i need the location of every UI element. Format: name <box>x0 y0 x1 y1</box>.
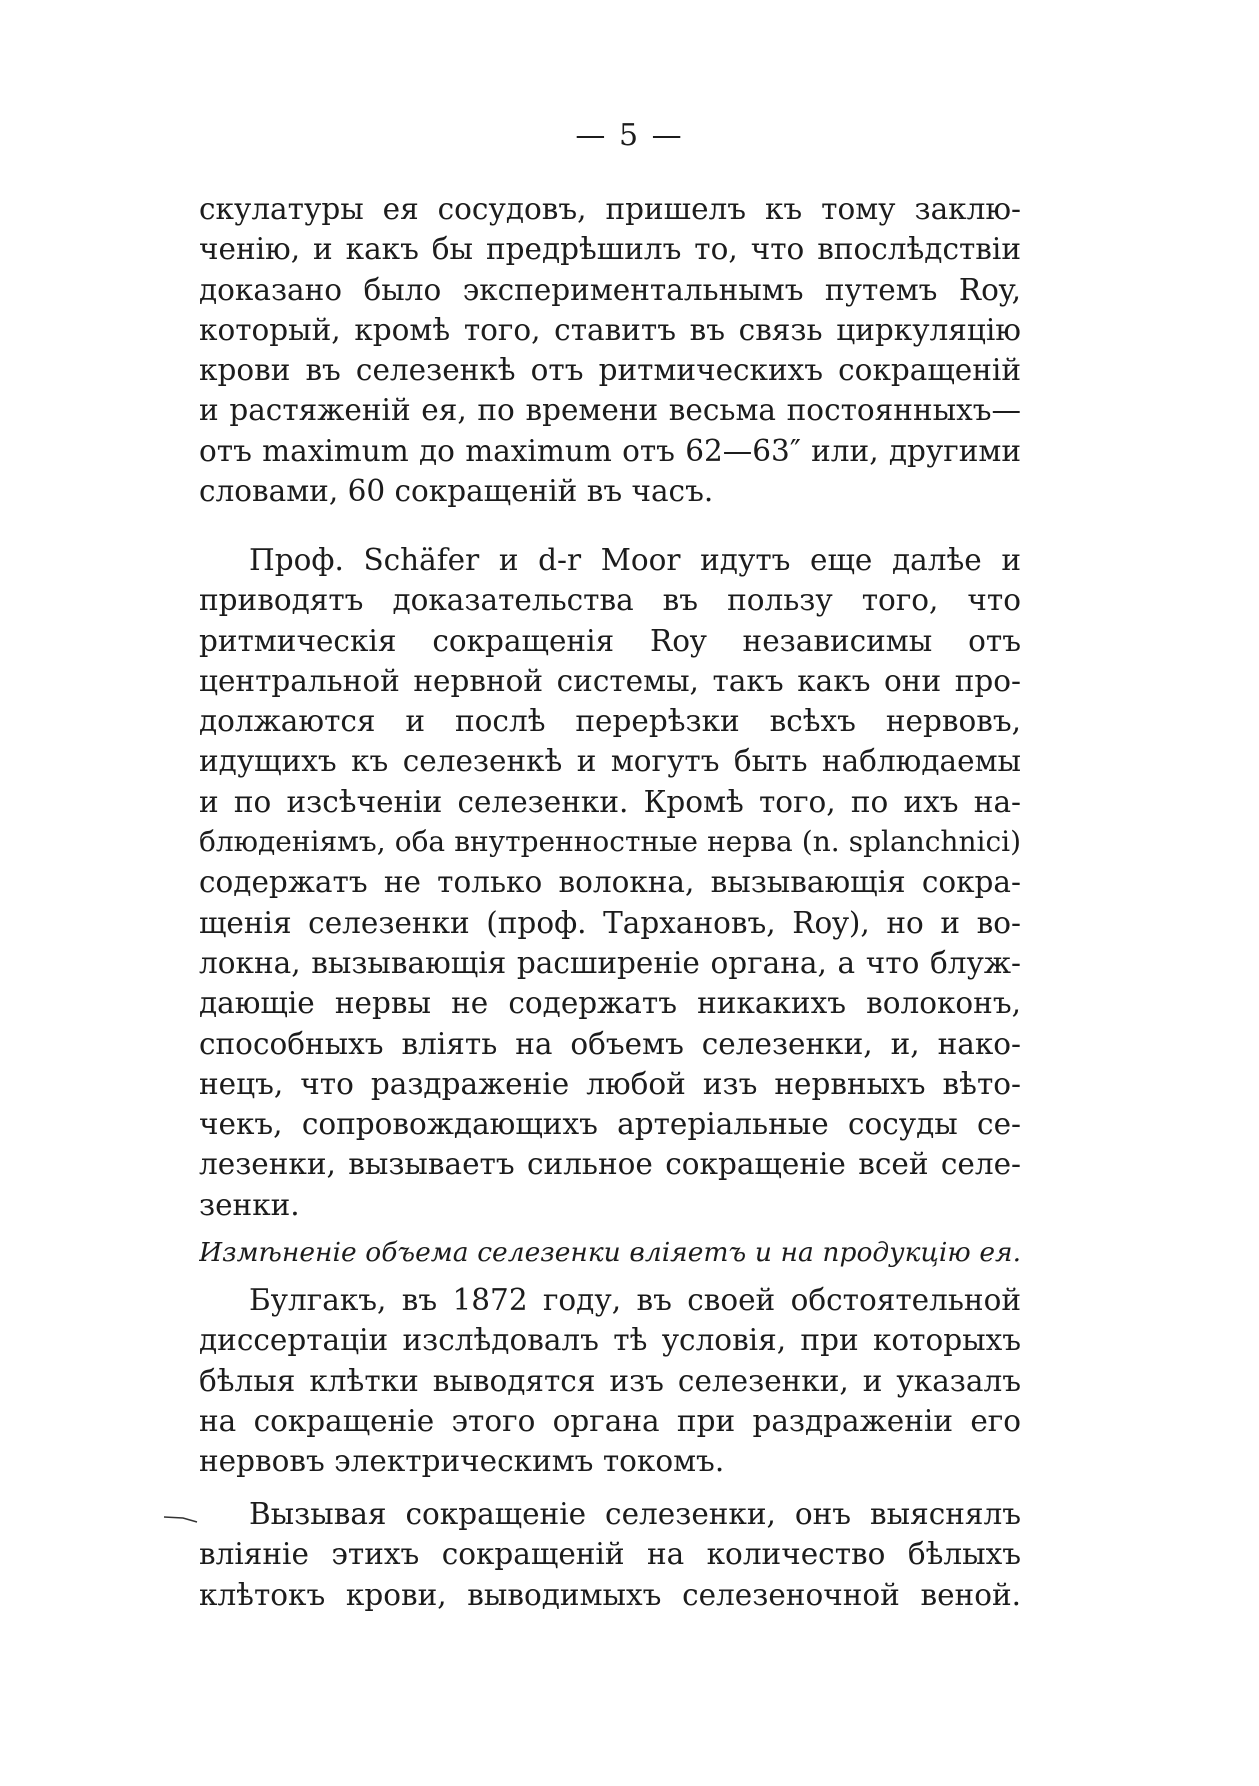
page-number: — 5 — <box>575 118 684 153</box>
text-line: нервовъ электрическимъ токомъ. <box>199 1444 725 1479</box>
text-line: локна, вызывающія расширеніе органа, а что блуж- <box>199 945 1021 980</box>
text-line: и по изсѣченіи селезенки. Кромѣ того, по ихъ на- <box>199 784 1021 819</box>
text-line: приводятъ доказательства въ пользу того, что <box>199 583 1021 618</box>
text-line: отъ maximum до maximum отъ 62—63″ или, другими <box>199 433 1021 468</box>
text-line: лезенки, вызываетъ сильное сокращеніе всей селе- <box>199 1147 1021 1182</box>
text-line: ченію, и какъ бы предрѣшилъ то, что впослѣдствіи <box>199 232 1021 267</box>
text-line: ритмическія сокращенія Roy независимы отъ <box>199 623 1021 658</box>
text-line: чекъ, сопровождающихъ артеріальные сосуды се- <box>199 1107 1021 1142</box>
text-line: Проф. Schäfer и d-r Moor идутъ еще далѣе и <box>249 543 1021 577</box>
paragraph-3 <box>199 1280 1021 1481</box>
text-line: щенія селезенки (проф. Тархановъ, Roy), но и во- <box>199 905 1021 940</box>
text-line: клѣтокъ крови, выводимыхъ селезеночной веной. <box>199 1577 1021 1612</box>
text-line: словами, 60 сокращеній въ часъ. <box>199 474 714 509</box>
text-line: Булгакъ, въ 1872 году, въ своей обстоятельной <box>249 1283 1021 1317</box>
text-line: диссертаціи изслѣдовалъ тѣ условія, при которыхъ <box>199 1323 1021 1358</box>
text-line: идущихъ къ селезенкѣ и могутъ быть наблюдаемы <box>199 744 1021 779</box>
text-line: и растяженій ея, по времени весьма постоянныхъ— <box>199 393 1021 428</box>
text-line: вліяніе этихъ сокращеній на количество бѣлыхъ <box>199 1537 1021 1572</box>
paragraph-4 <box>199 1494 1021 1615</box>
text-line: содержатъ не только волокна, вызывающія сокра- <box>199 865 1021 900</box>
text-line: центральной нервной системы, такъ какъ они про- <box>199 663 1021 698</box>
text-line: бѣлыя клѣтки выводятся изъ селезенки, и указалъ <box>199 1363 1021 1398</box>
text-line: блюденіямъ, оба внутренностные нерва (n. splanchnici) <box>199 825 1021 859</box>
margin-pencil-mark <box>163 1514 201 1524</box>
text-line: Вызывая сокращеніе селезенки, онъ выяснялъ <box>249 1497 1021 1531</box>
text-line: зенки. <box>199 1187 300 1222</box>
paragraph-1 <box>199 189 1021 511</box>
paragraph-2 <box>199 540 1021 1273</box>
text-line: способныхъ вліять на объемъ селезенки, и, нако- <box>199 1026 1021 1061</box>
italic-heading: Измѣненіе объема селезенки вліяетъ и на продукцію ея. <box>199 1237 1021 1269</box>
text-line: должаются и послѣ перерѣзки всѣхъ нервовъ, <box>199 704 1021 739</box>
text-line: который, кромѣ того, ставитъ въ связь циркуляцію <box>199 312 1021 347</box>
text-line: доказано было экспериментальнымъ путемъ Roy, <box>199 272 1021 307</box>
text-line: скулатуры ея сосудовъ, пришелъ къ тому заклю- <box>199 192 1021 226</box>
text-line: дающіе нервы не содержатъ никакихъ волоконъ, <box>199 986 1021 1021</box>
text-line: на сокращеніе этого органа при раздраженіи его <box>199 1403 1021 1438</box>
text-line: нецъ, что раздраженіе любой изъ нервныхъ вѣто- <box>199 1066 1021 1101</box>
text-line: крови въ селезенкѣ отъ ритмическихъ сокращеній <box>199 353 1021 388</box>
